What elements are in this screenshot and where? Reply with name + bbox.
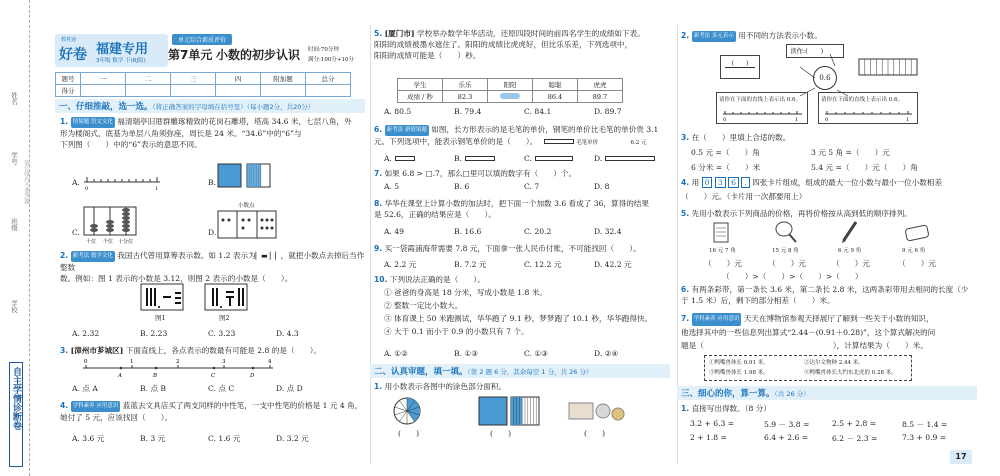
opt-label: A. [72, 178, 80, 187]
q2-figure-2 [204, 283, 248, 311]
pencil-icon [840, 220, 860, 244]
exam-time: 时间:70分钟 [308, 47, 339, 53]
q-text: 四张卡片组成，组成的最大一位小数与最小一位小数相差 [752, 178, 943, 187]
calc-item[interactable]: 8.5 － 1.4 = [902, 420, 948, 429]
nl-zero: 0 [723, 117, 727, 122]
grade-label: 3年级 数学 下(RJ版) [96, 58, 146, 64]
q1-abacus-figure [82, 205, 140, 245]
table-cell: 成绩 / 秒 [398, 91, 443, 103]
table-head: 聪聪 [533, 79, 578, 91]
calc-item[interactable]: 2.5 + 2.8 = [832, 419, 877, 428]
q2-option-c[interactable]: C. 3.23 [208, 329, 236, 338]
price-tag: 16 元 7 角 [709, 248, 736, 254]
q-text: 蓝蓝去文具店买了两支同样的中性笔，一支中性笔的价格是 1 元 4 角， [122, 401, 363, 410]
q5 [374, 28, 674, 61]
q8 [374, 198, 674, 220]
q-number: 6. [374, 125, 383, 134]
info-item: ④鸭嘴兽体长大约东北虎的 0.28 米。 [804, 370, 897, 376]
q5-option-d[interactable]: D. 89.7 [594, 107, 622, 116]
q-number: 4. [681, 178, 690, 187]
unit-number: 第7单元 [168, 48, 213, 62]
q-number: 5. [681, 209, 690, 218]
ruler-zero: 0 [85, 186, 89, 190]
q7-option-b[interactable]: B. 6 [454, 182, 470, 191]
nl-one: 1 [795, 117, 799, 122]
q-text: 用不同的方法表示小数。 [738, 31, 822, 40]
q5-score-table [397, 78, 623, 103]
score-table [55, 72, 351, 97]
q-text: 题是（ ），计算结果为（ ）米。 [681, 340, 928, 350]
f7 [681, 312, 981, 352]
score-cell[interactable] [216, 85, 261, 97]
price-order[interactable]: （ ）>（ ）>（ ）>（ ） [722, 272, 863, 281]
fill-item[interactable]: 3 元 5 角 =（ ）元 [811, 148, 890, 157]
q1-place-value-figure [217, 210, 277, 240]
q-number: 3. [60, 346, 69, 355]
q6-option-d[interactable] [594, 154, 655, 163]
frac-top[interactable]: ( ) [731, 60, 749, 67]
q-number: 3. [681, 133, 690, 142]
q-text: 天天在博物馆参观天择展厅了解到一些关于小数的知识， [743, 314, 934, 323]
calc-item[interactable]: 6.4 + 2.6 = [764, 433, 809, 442]
section-3-label: 三、细心的你，算一算。 [681, 389, 775, 399]
q6-option-a[interactable] [384, 154, 415, 163]
page-number [950, 450, 972, 464]
q-tag: [漳州市芗城区] [70, 346, 124, 355]
q2-fig2-caption: 图2 [219, 314, 230, 322]
q-text: 形为楼阁式，底基为单层八角须弥座，周长是 24 米。“34.6”中的“6”与 [60, 128, 302, 138]
table-cell: 89.7 [578, 91, 623, 103]
nl-one: 1 [906, 117, 910, 122]
q-text: 元。下列选项中，能表示钢笔单价的是（ ）。 [374, 136, 538, 146]
q10-option-d[interactable]: D. ②④ [594, 349, 619, 358]
nl-point: C [211, 373, 216, 378]
q-text: 我国古代曾用算筹表示数。如 1.2 表示为 [117, 251, 256, 260]
nl-label: 3 [222, 359, 226, 365]
q-text: 先用小数表示下列商品的价格，再将价格按从高到低的顺序排列。 [691, 209, 912, 218]
q-text: 如图，长方形表示的是毛笔的单价，钢笔的单价比毛笔的单价贵 3.1 [431, 125, 659, 134]
q-text: 下列说法正确的是（ ）。 [389, 275, 485, 284]
q-text: 下列图（ ）中的“6”表示的意思不同。 [60, 139, 202, 149]
q1-option-d[interactable] [208, 228, 216, 237]
digit-card: 3 [715, 177, 726, 188]
q1-decimal-point-label: 小数点 [238, 203, 255, 209]
q6-option-b[interactable] [454, 154, 495, 163]
q-text: 福清瑞亭旧厝群雕琢精致的花岗石雕塔，塔高 34.6 米，七层八角，外 [117, 117, 352, 126]
f1-money-figure [568, 400, 626, 422]
q-number: 1. [374, 382, 383, 391]
f5 [681, 208, 981, 219]
table-cell: 86.4 [533, 91, 578, 103]
f6 [681, 284, 981, 306]
q-text: 阳阳的成绩可能是（ ）秒。 [374, 51, 481, 60]
f1-blank-1[interactable]: ( ) [398, 429, 420, 438]
q3-option-b[interactable]: B. 点 B [140, 384, 166, 393]
section-2-hint: （第 2 题 6 分，其余每空 1 分，共 26 分） [467, 368, 593, 376]
q5-option-b[interactable]: B. 79.4 [454, 107, 482, 116]
digit-card: 0 [702, 177, 713, 188]
q-number: 5. [374, 29, 383, 38]
q10-option-b[interactable]: B. ①③ [454, 349, 479, 358]
q4-option-b[interactable]: B. 3 元 [140, 434, 166, 443]
section-1-label: 一、仔细推敲，选一选。 [59, 102, 153, 112]
abacus-col: 十分位 [118, 239, 134, 245]
q1-ruler-figure [82, 172, 162, 190]
digit-card: 6 [728, 177, 739, 188]
q8-option-a[interactable]: A. 49 [384, 227, 404, 236]
info-item: ①鸭嘴兽体长 0.91 米。 [709, 360, 769, 366]
table-cell: 82.3 [443, 91, 488, 103]
q-number: 4. [60, 401, 69, 410]
q6-option-c[interactable] [524, 154, 573, 163]
score-head: 四 [216, 73, 261, 85]
price-tag: 15 元 8 角 [772, 248, 799, 254]
q2-option-d[interactable]: D. 4.3 [276, 329, 299, 338]
table-head: 学生 [398, 79, 443, 91]
column-divider [370, 25, 371, 465]
read-as[interactable]: 读作:( ) [790, 47, 824, 55]
score-cell[interactable] [306, 85, 351, 97]
q-text: 下面直线上，各点表示的数最有可能是 2.8 的是（ ）。 [125, 346, 322, 355]
nl-label: 2 [176, 359, 180, 365]
c1 [681, 403, 981, 414]
q5-option-c[interactable]: C. 84.1 [524, 107, 552, 116]
score-head: 附加题 [261, 73, 306, 85]
nl-instruction: 请你在下面的直线上表示出 0.6。 [719, 97, 801, 103]
q3-number-line [78, 356, 278, 378]
abacus-col: 十位 [86, 239, 97, 245]
q-number: 7. [374, 169, 383, 178]
q9-option-c[interactable]: C. 12.2 元 [524, 260, 562, 269]
sidebar-name: 姓名 [10, 92, 18, 105]
f1-circle-figure [392, 396, 422, 426]
calc-item[interactable]: 6.2 － 2.3 = [832, 434, 878, 443]
calc-item[interactable]: 3.2 + 6.3 = [690, 419, 735, 428]
q-text: 他选择其中的一些信息列出算式“2.44－(0.91＋0.28)”，这个算式解决的问 [681, 327, 936, 337]
q6 [374, 124, 674, 149]
q-text: ，就把小数点去掉后当作整数 [60, 251, 365, 272]
nl-point: B [153, 373, 158, 378]
score-head: 总分 [306, 73, 351, 85]
abacus-col: 个位 [103, 239, 114, 245]
q2-fig1-caption: 图1 [155, 314, 166, 322]
q-text: 学校举办数学年华活动，还原四段时间的前四名学生的成绩如下表。 [416, 29, 645, 38]
full-score: 满分:100分+10分 [308, 57, 354, 63]
q-tag: 新考法 新情境题 [385, 125, 429, 136]
nl-point: A [118, 373, 122, 378]
q4-option-d[interactable]: D. 3.2 元 [276, 434, 309, 443]
score-head: 二 [126, 73, 171, 85]
q2-option-b[interactable]: B. 2.23 [140, 329, 168, 338]
ruler-one: 1 [155, 186, 159, 190]
section-2-label: 二、认真审题，填一填。 [374, 367, 468, 377]
f1-blank-3[interactable]: ( ) [584, 429, 606, 438]
opt-label: A. [384, 154, 392, 163]
price-blank[interactable]: （ ）元 [832, 259, 870, 268]
q-number: 2. [681, 31, 690, 40]
logo-top: 教材通 [61, 37, 77, 43]
q-text: 买一袋霞浦海带需要 7.8 元，下面拿一张人民币付账，不可能找回（ ）。 [384, 244, 641, 253]
f2-numberline-a [720, 106, 806, 122]
f2-bar-figure [858, 58, 918, 78]
opt-label: C. [524, 154, 532, 163]
q-tag: 新考法 数学文化 [71, 251, 115, 262]
q2-option-a[interactable]: A. 2.32 [72, 329, 100, 338]
q8-option-b[interactable]: B. 16.6 [454, 227, 482, 236]
rod-sample-icon: ▏▬ ▏▏ [255, 252, 281, 260]
q-text: 阳阳的成绩被墨水遮住了。阳阳的成绩比虎虎好，但比乐乐差，下列选项中， [374, 40, 633, 49]
q8-option-c[interactable]: C. 20.2 [524, 227, 552, 236]
price-blank[interactable]: （ ）元 [898, 259, 936, 268]
opt-label: C. [72, 228, 80, 237]
info-item: ②达尔文物种 2.44 米。 [804, 360, 864, 366]
q-number: 1. [681, 404, 690, 413]
table-head: 虎虎 [578, 79, 623, 91]
q9-option-b[interactable]: B. 7.2 元 [454, 260, 487, 269]
q-text: 直接写出得数。（8 分） [691, 404, 771, 413]
q-text: 如果 6.8 > □.7，那么□里可以填的数字有（ ）个。 [384, 169, 577, 178]
opt-label: B. [454, 154, 462, 163]
table-head: 乐乐 [443, 79, 488, 91]
f1-blank-2[interactable]: ( ) [490, 429, 512, 438]
eraser-icon [904, 224, 930, 242]
statement: ④ 大于 0.1 而小于 0.9 的小数只有 7 个。 [384, 327, 529, 336]
score-cell[interactable] [261, 85, 306, 97]
calc-item[interactable]: 5.9 － 3.8 = [764, 420, 810, 429]
q9-option-a[interactable]: A. 2.2 元 [384, 260, 417, 269]
q4 [60, 400, 365, 423]
q-text: 用 [691, 178, 700, 187]
f7-info-box [704, 355, 912, 381]
pen-price: 6.2 元 [630, 139, 647, 146]
racket-icon [774, 220, 798, 244]
section-1-title [55, 99, 365, 113]
q-text: 用小数表示各图中的涂色部分面积。 [384, 382, 507, 391]
fill-item[interactable]: 6 分米 =（ ）米 [691, 163, 761, 172]
statement: ③ 体育课上 50 米跑测试，华华跑了 9.1 秒，梦梦跑了 10.1 秒，华华跑得快。 [384, 314, 653, 323]
score-head: 题号 [56, 73, 81, 85]
f1-grid-figure [478, 396, 540, 426]
q-tag: [厦门市] [384, 29, 415, 38]
q-text: 是 52.6，正确的结果应是（ ）。 [374, 210, 496, 219]
opt-label: D. [208, 228, 217, 237]
pen-price-bar [544, 139, 574, 144]
q9-option-d[interactable]: D. 42.2 元 [594, 260, 632, 269]
q-tag: 学科素养 应用意识 [692, 313, 742, 326]
binding-line-note: 装订线内不要答题 [23, 160, 29, 204]
q3-option-a[interactable]: A. 点 A [72, 384, 98, 393]
f3 [681, 130, 981, 175]
ink-blot [488, 91, 533, 103]
q-text: （ ）元。（卡片用一次都要用上） [681, 192, 807, 201]
opt-label: D. [594, 154, 603, 163]
sidebar-class: 班级 [10, 218, 18, 231]
q10-option-c[interactable]: C. ①③ [524, 349, 548, 358]
q-text: 数。例如：图 1 表示的小数是 3.12，则图 2 表示的小数是（ ）。 [60, 274, 293, 283]
blank[interactable] [725, 58, 755, 68]
q4-option-c[interactable]: C. 1.6 元 [208, 434, 241, 443]
q1-option-a[interactable] [72, 178, 80, 187]
section-3-title [677, 386, 977, 400]
q-number: 1. [60, 117, 69, 126]
digit-card: . [741, 177, 749, 188]
q-tag: 情境题 语文文化 [71, 117, 115, 128]
price-tag: 6 元 9 角 [838, 248, 862, 254]
brand-title: 福建专用 [96, 42, 149, 57]
q7-option-c[interactable]: C. 7 [524, 182, 540, 191]
f2-fraction-box [720, 55, 760, 79]
q-text: 于 1.5 米）后，剩下的部分相差（ ）米。 [681, 296, 835, 305]
opt-label: B. [208, 178, 216, 187]
q-number: 8. [374, 199, 383, 208]
q10-option-a[interactable]: A. ①② [384, 349, 408, 358]
f2 [681, 30, 981, 42]
q7 [374, 168, 674, 179]
statement: ① 爸爸的身高是 18 分米，写成小数是 1.8 米。 [384, 288, 547, 297]
score-cell[interactable] [81, 85, 126, 97]
q-number: 10. [374, 275, 388, 284]
q-text: 在（ ）里填上合适的数。 [691, 133, 791, 142]
q1-option-b[interactable] [208, 178, 216, 187]
f2-numberline-b [822, 106, 916, 122]
table-head: 阳阳 [488, 79, 533, 91]
calc-item[interactable]: 2 + 1.8 = [690, 433, 727, 442]
sidebar-id: 学号 [10, 152, 18, 165]
score-cell[interactable] [171, 85, 216, 97]
q-number: 7. [681, 314, 690, 323]
notebook-icon [712, 222, 730, 244]
page-number-text: 17 [955, 452, 967, 461]
q5-option-a[interactable]: A. 80.5 [384, 107, 412, 116]
q-text: 华华在课堂上计算小数的加法时，把下面一个加数 3.6 看成了 36，算得的结果 [384, 199, 649, 208]
q-text: 有两条彩带，第一条长 3.6 米，第二条长 2.8 米，这两条彩带用去相同的长度（少 [691, 285, 969, 294]
q7-option-d[interactable]: D. 8 [594, 182, 610, 191]
info-item: ③鸭嘴兽体长 1.98 米。 [709, 370, 769, 376]
score-head: 得分 [56, 85, 81, 97]
q3-option-c[interactable]: C. 点 C [208, 384, 235, 393]
stamp-text: 自主学情诊断卷 [11, 367, 21, 430]
q10 [374, 273, 674, 338]
bar-a [395, 156, 415, 161]
pen-label: 毛笔单价 [576, 139, 599, 146]
page-title: 小数的初步认识 [216, 48, 301, 62]
fill-item[interactable]: 5.4 元 =（ ）元（ ）角 [811, 163, 918, 172]
fill-item[interactable]: 0.5 元 =（ ）角 [691, 148, 760, 157]
q8-option-d[interactable]: D. 32.4 [594, 227, 622, 236]
score-head: 三 [171, 73, 216, 85]
bar-d [605, 156, 655, 161]
sidebar-school: 学校 [10, 300, 18, 313]
bar-b [465, 156, 495, 161]
f1 [374, 381, 674, 392]
price-blank[interactable]: （ ）元 [768, 259, 806, 268]
unit-badge: 单元综合素质评价 [172, 34, 232, 45]
nl-zero: 0 [825, 117, 829, 122]
nl-label: 4 [268, 359, 272, 365]
q-number: 2. [60, 251, 69, 260]
center-value: 0.6 [819, 74, 831, 82]
q-number: 9. [374, 244, 383, 253]
q1-option-c[interactable] [72, 228, 80, 237]
section-2-title [370, 364, 670, 378]
nl-point: D [250, 373, 255, 378]
logo-word: 好卷 [59, 47, 87, 63]
q2-figure-1 [140, 283, 184, 311]
nl-instruction: 请你在下面的直线上表示出 0.6。 [821, 97, 903, 103]
stamp-box [9, 362, 23, 467]
q3-option-d[interactable]: D. 点 D [276, 384, 303, 393]
nl-label: 0 [84, 359, 88, 365]
q7-option-a[interactable]: A. 5 [384, 182, 400, 191]
bar-c [535, 156, 573, 161]
q-tag: 新考法 多元表示 [692, 31, 736, 42]
section-1-hint: （将正确答案的字母填在括号里）（每小题2分，共20分） [152, 103, 315, 111]
q9 [374, 243, 674, 254]
q-tag: 学科素养 应用意识 [71, 401, 121, 412]
q1 [60, 116, 365, 150]
q1-squares-figure [217, 163, 275, 189]
score-head: 一 [81, 73, 126, 85]
q4-option-a[interactable]: A. 3.6 元 [72, 434, 105, 443]
statement: ② 整数一定比小数大。 [384, 301, 463, 310]
q3 [60, 345, 365, 356]
q2 [60, 250, 365, 284]
f4 [681, 176, 981, 204]
price-tag: 9 元 6 角 [902, 248, 926, 254]
q-number: 6. [681, 285, 690, 294]
price-blank[interactable]: （ ）元 [704, 259, 742, 268]
section-3-hint: （共 26 分） [774, 390, 810, 398]
calc-item[interactable]: 7.3 + 0.9 = [902, 433, 947, 442]
q-text: 她付了 5 元，应该找回（ ）。 [60, 412, 173, 422]
score-cell[interactable] [126, 85, 171, 97]
nl-label: 1 [130, 359, 134, 365]
